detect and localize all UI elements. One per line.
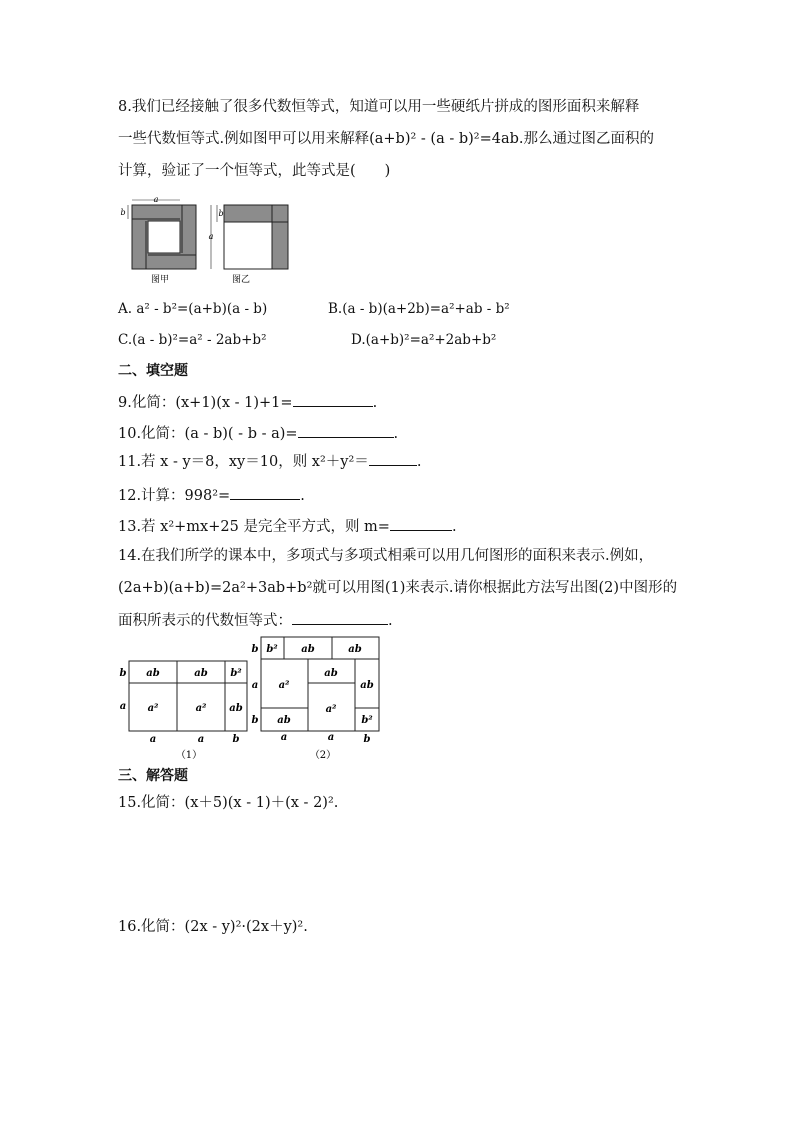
- fig1-bottom-b: b: [232, 734, 240, 745]
- q11-tail: .: [416, 454, 422, 470]
- q9: [118, 392, 377, 413]
- fig1-cell-ab-2: ab: [194, 668, 208, 679]
- fig-yi-top-strip: [224, 205, 272, 222]
- fig2-cell-a2-mid: a²: [325, 704, 337, 715]
- q13-text: 13.若 x²+mx+25 是完全平方式，则 m=: [118, 519, 390, 535]
- fig1-side-b: b: [119, 668, 127, 679]
- q12: [118, 485, 305, 506]
- q12-text: 12.计算：998²=: [118, 488, 231, 504]
- q9-tail: .: [372, 395, 378, 411]
- fig1-cell-b2: b²: [230, 668, 242, 679]
- section-2-title: 二、填空题: [118, 363, 188, 379]
- q13: [118, 516, 457, 537]
- fig-yi-right-strip: [272, 205, 288, 269]
- q12-answer-blank[interactable]: [230, 485, 300, 500]
- q15: 15.化简：(x＋5)(x - 1)＋(x - 2)².: [118, 795, 339, 811]
- q10-text: 10.化简：(a - b)( - b - a)=: [118, 426, 298, 442]
- q8-line-2: 一些代数恒等式.例如图甲可以用来解释(a+b)² - (a - b)²=4ab.那么通过图乙面积的: [118, 131, 655, 147]
- q10-answer-blank[interactable]: [298, 423, 394, 438]
- fig1-caption: （1）: [175, 750, 203, 761]
- fig-jia-label-b: b: [120, 208, 126, 217]
- fig-yi-label-a: a: [208, 232, 214, 241]
- q8-option-c: C.(a - b)²=a² - 2ab+b²: [118, 332, 267, 348]
- q13-answer-blank[interactable]: [390, 516, 452, 531]
- figure-1: [115, 656, 255, 764]
- q8-line-1: 8.我们已经接触了很多代数恒等式，知道可以用一些硬纸片拼成的图形面积来解释: [118, 99, 640, 115]
- fig2-cell-a2-left: a²: [278, 680, 290, 691]
- q8-line-3: 计算，验证了一个恒等式，此等式是( ): [118, 163, 391, 179]
- fig1-bottom-a-2: a: [197, 734, 205, 745]
- q14-line-1: 14.在我们所学的课本中，多项式与多项式相乘可以用几何图形的面积来表示.例如，: [118, 548, 654, 564]
- q14-line-3: [118, 610, 393, 631]
- fig2-cell-b2-top: b²: [266, 644, 278, 655]
- fig-jia-inner-square: [148, 221, 180, 253]
- q16: 16.化简：(2x - y)²·(2x＋y)².: [118, 919, 308, 935]
- figure-2: [247, 632, 383, 764]
- q8-option-b: B.(a - b)(a+2b)=a²+ab - b²: [328, 301, 510, 317]
- figure-jia: [116, 196, 202, 288]
- q8-option-d: D.(a+b)²=a²+2ab+b²: [351, 332, 497, 348]
- q14-line-2: (2a+b)(a+b)=2a²+3ab+b²就可以用图(1)来表示.请你根据此方法写出图(2)中图形的: [118, 580, 678, 596]
- fig1-cell-ab-1: ab: [146, 668, 160, 679]
- q8-option-a: A. a² - b²=(a+b)(a - b): [118, 301, 268, 317]
- fig2-bottom-b: b: [363, 734, 371, 745]
- fig-jia-label-a: a: [153, 196, 159, 204]
- fig2-side-b-bottom: b: [251, 715, 259, 726]
- figure-yi: [203, 196, 295, 288]
- fig2-bottom-a-2: a: [327, 732, 335, 743]
- q11-text: 11.若 x - y＝8，xy＝10，则 x²＋y²＝: [118, 454, 369, 470]
- fig-yi-caption: 图乙: [231, 275, 251, 285]
- q14-answer-blank[interactable]: [292, 610, 388, 625]
- fig2-cell-ab-mid: ab: [324, 668, 338, 679]
- q12-tail: .: [300, 488, 305, 504]
- fig-jia-caption: 图甲: [150, 275, 170, 285]
- q14-line-3-text: 面积所表示的代数恒等式：: [118, 613, 292, 629]
- fig2-cell-ab-right: ab: [360, 680, 374, 691]
- fig1-cell-ab-3: ab: [229, 703, 243, 714]
- q9-text: 9.化简：(x+1)(x - 1)+1=: [118, 395, 293, 411]
- q13-tail: .: [451, 519, 457, 535]
- fig2-side-a: a: [251, 680, 259, 691]
- section-3-title: 三、解答题: [118, 768, 188, 784]
- fig1-cell-a2-1: a²: [147, 703, 159, 714]
- fig2-cell-ab-top-1: ab: [301, 644, 315, 655]
- fig2-caption: （2）: [309, 750, 337, 761]
- fig2-side-b-top: b: [251, 644, 259, 655]
- q11-answer-blank[interactable]: [369, 451, 417, 466]
- q10: [118, 423, 398, 444]
- q14-tail: .: [388, 613, 393, 629]
- fig2-cell-ab-bottom: ab: [277, 715, 291, 726]
- q9-answer-blank[interactable]: [293, 392, 373, 407]
- fig1-side-a: a: [119, 701, 127, 712]
- q10-tail: .: [393, 426, 399, 442]
- fig-yi-label-b: b: [218, 209, 224, 218]
- fig1-cell-a2-2: a²: [195, 703, 207, 714]
- fig2-bottom-a-1: a: [280, 732, 288, 743]
- fig1-bottom-a-1: a: [149, 734, 157, 745]
- fig2-cell-b2-bottom: b²: [361, 715, 373, 726]
- q11: [118, 451, 421, 472]
- fig2-cell-ab-top-2: ab: [348, 644, 362, 655]
